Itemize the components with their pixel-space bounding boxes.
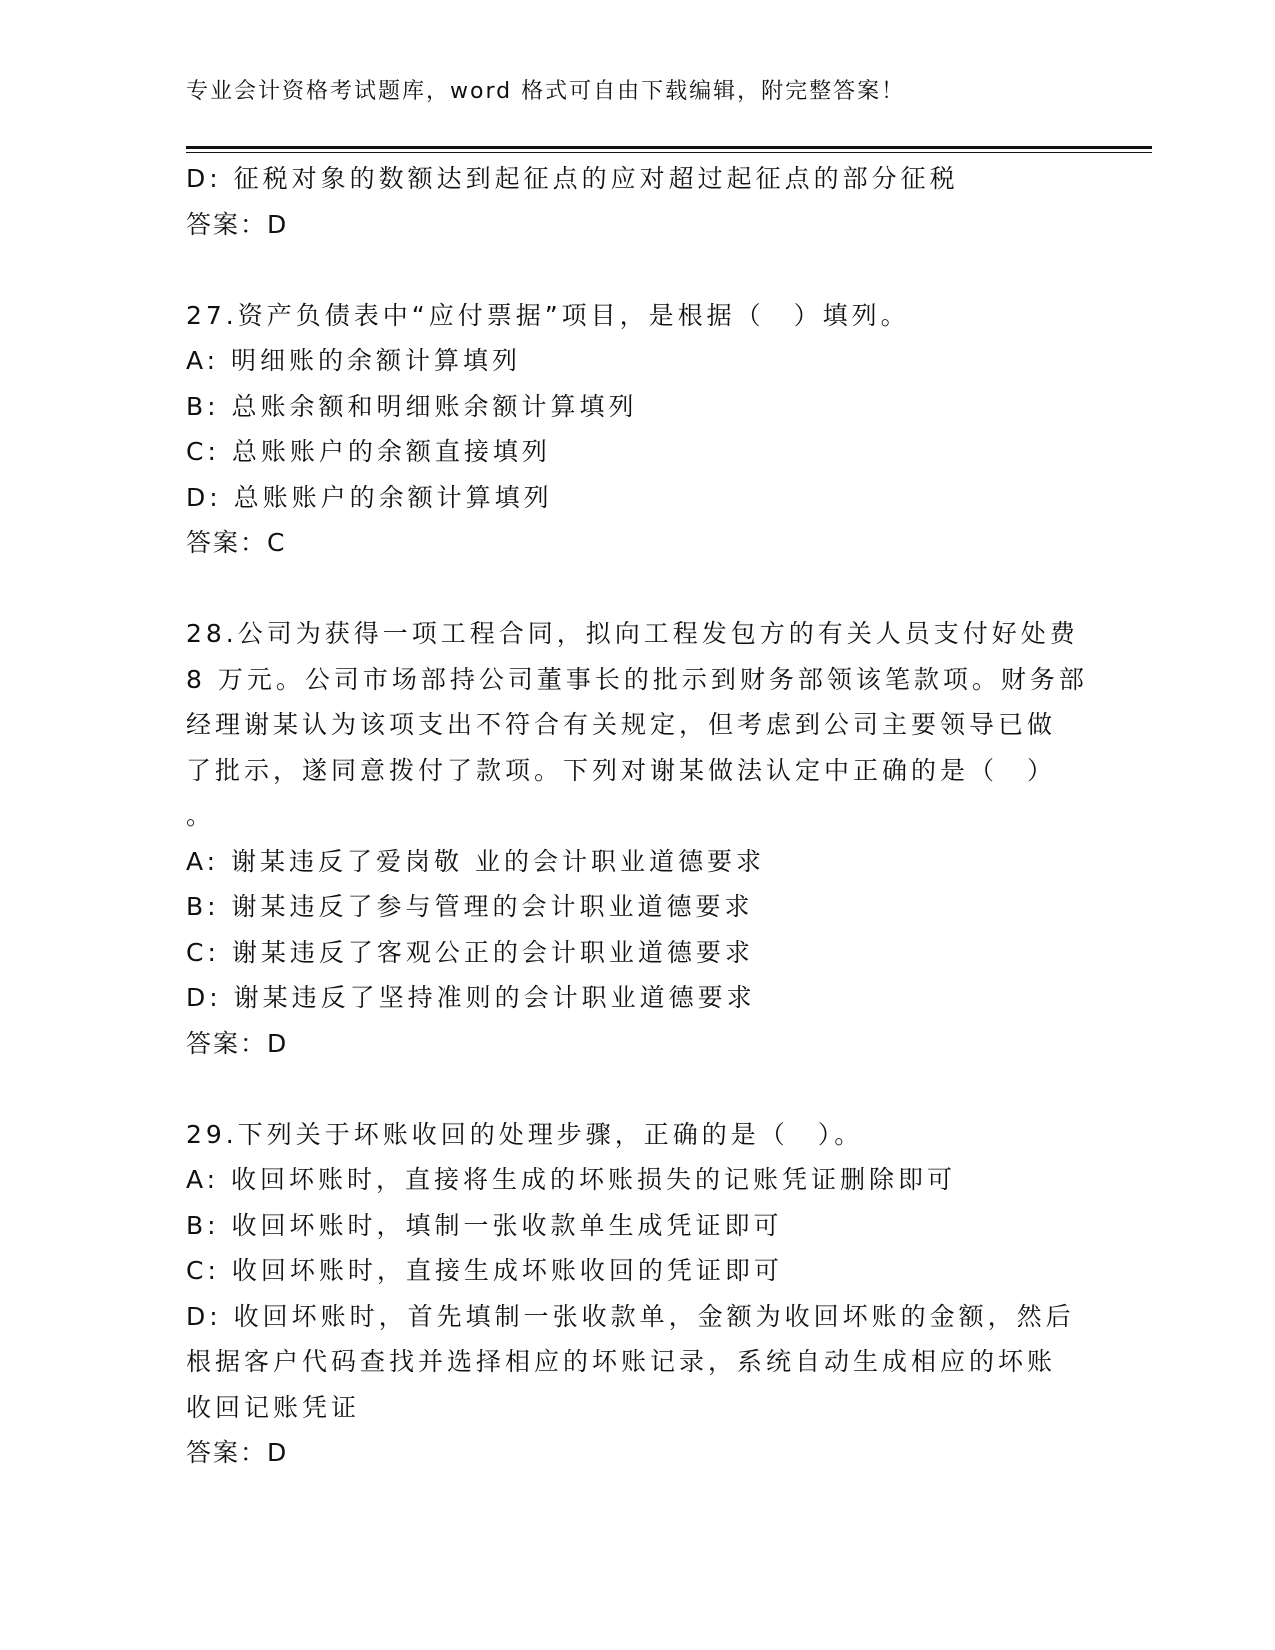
page-header: 专业会计资格考试题库，word 格式可自由下载编辑，附完整答案！ [186, 79, 906, 104]
option-d-line-2: 根据客户代码查找并选择相应的坏账记录，系统自动生成相应的坏账 [186, 1347, 1057, 1376]
question-stem: 27.资产负债表中“应付票据”项目，是根据（ ）填列。 [186, 300, 910, 330]
question-block-29 [186, 1112, 1086, 1476]
option-a: A: 明细账的余额计算填列 [186, 346, 522, 375]
option-d-line-1: D: 收回坏账时，首先填制一张收款单，金额为收回坏账的金额，然后 [186, 1301, 1075, 1331]
option-a: A: 谢某违反了爱岗敬 业的会计职业道德要求 [186, 846, 765, 876]
answer-line: 答案：C [186, 528, 287, 557]
answer-line: 答案：D [186, 209, 289, 239]
spacer [186, 566, 1086, 612]
question-stem-line-1: 28.公司为获得一项工程合同，拟向工程发包方的有关人员支付好处费 [186, 619, 1079, 648]
answer-line: 答案：D [186, 1028, 289, 1058]
option-c: C: 收回坏账时，直接生成坏账收回的凭证即可 [186, 1256, 783, 1285]
question-block-27 [186, 293, 1086, 566]
question-stem: 29.下列关于坏账收回的处理步骤，正确的是（ ）。 [186, 1119, 864, 1149]
option-c: C: 谢某违反了客观公正的会计职业道德要求 [186, 937, 754, 967]
option-b: B: 总账余额和明细账余额计算填列 [186, 391, 638, 421]
question-stem-line-3: 经理谢某认为该项支出不符合有关规定，但考虑到公司主要领导已做 [186, 710, 1057, 739]
question-block-28 [186, 611, 1086, 1066]
spacer [186, 1066, 1086, 1112]
option-a: A: 收回坏账时，直接将生成的坏账损失的记账凭证删除即可 [186, 1165, 957, 1194]
answer-line: 答案：D [186, 1438, 289, 1467]
option-b: B: 谢某违反了参与管理的会计职业道德要求 [186, 892, 754, 921]
question-stem-line-2: 8 万元。公司市场部持公司董事长的批示到财务部领该笔款项。财务部 [186, 664, 1088, 694]
document-body [186, 156, 1086, 1476]
option-d: D: 征税对象的数额达到起征点的应对超过起征点的部分征税 [186, 164, 959, 193]
option-d-line-3: 收回记账凭证 [186, 1392, 361, 1422]
option-d: D: 谢某违反了坚持准则的会计职业道德要求 [186, 983, 756, 1012]
header-rule-thin [186, 152, 1152, 153]
option-d: D: 总账账户的余额计算填列 [186, 482, 553, 512]
question-stem-line-5: 。 [186, 801, 216, 830]
option-b: B: 收回坏账时，填制一张收款单生成凭证即可 [186, 1210, 783, 1240]
spacer [186, 247, 1086, 293]
option-c: C: 总账账户的余额直接填列 [186, 437, 551, 466]
question-stem-line-4: 了批示，遂同意拨付了款项。下列对谢某做法认定中正确的是（ ） [186, 755, 1057, 785]
header-rule-thick [186, 146, 1152, 149]
question-block-26 [186, 156, 1086, 247]
